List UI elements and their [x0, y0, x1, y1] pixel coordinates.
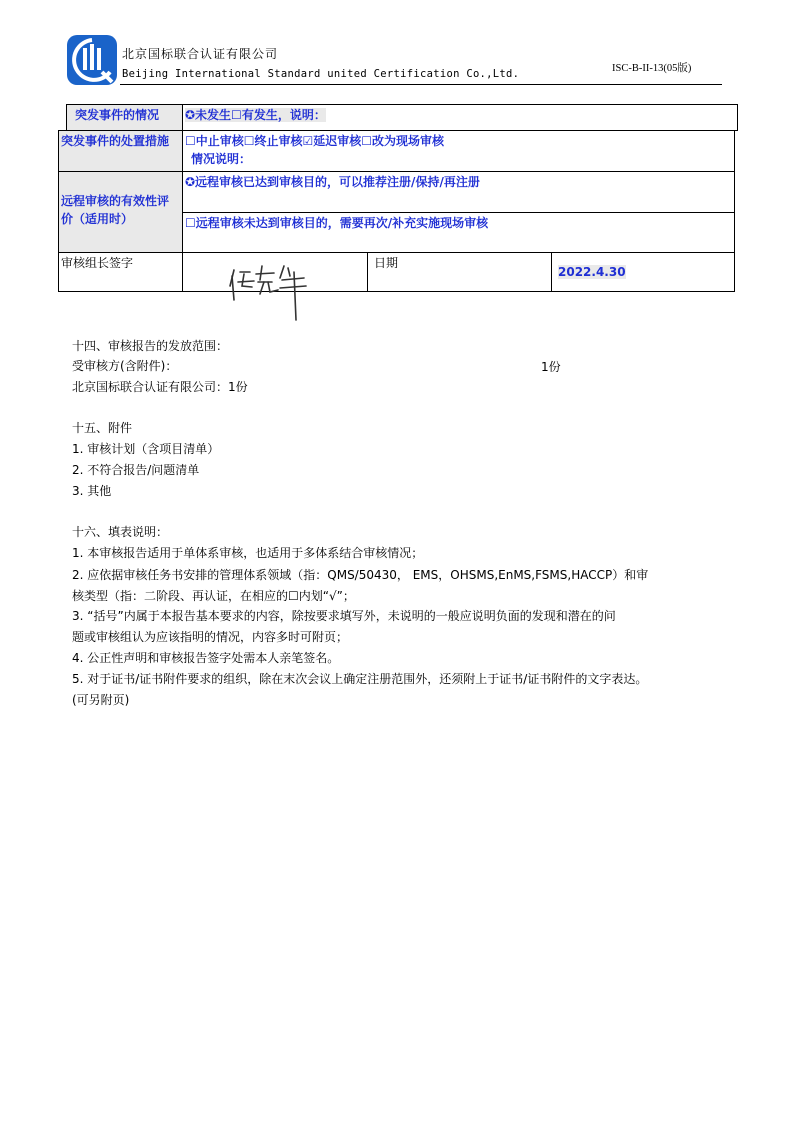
remote-option-1-cell — [182, 171, 735, 213]
emergency-value: ✪未发生☐有发生，说明： — [185, 108, 326, 122]
date-label: 日期 — [374, 256, 399, 270]
remote-option-2-cell — [182, 212, 735, 253]
measures-note: 情况说明： — [191, 152, 252, 166]
section16-line: 5. 对于证书/证书附件要求的组织，除在末次会议上确定注册范围外，还须附上于证书/证书附件的文字表达。 — [72, 672, 648, 686]
company-logo-icon — [66, 34, 118, 86]
date-label-cell — [367, 252, 552, 292]
section14-auditee-copies: 1份 — [541, 360, 561, 374]
date-value-cell — [551, 252, 735, 292]
remote-option-1: ✪远程审核已达到审核目的，可以推荐注册/保持/再注册 — [185, 175, 480, 189]
company-name-cn: 北京国标联合认证有限公司 — [122, 47, 279, 61]
emergency-value-cell — [182, 104, 738, 131]
remote-label-cell — [58, 171, 183, 253]
leader-sig-label-cell — [58, 252, 183, 292]
emergency-label: 突发事件的情况 — [75, 108, 160, 122]
section14-auditee: 受审核方(含附件)： — [72, 359, 178, 373]
section14-isc: 北京国标联合认证有限公司：1份 — [72, 380, 248, 394]
section16-line: 核类型（指：二阶段、再认证，在相应的☐内划“√”； — [72, 589, 355, 603]
measures-options: ☐中止审核☐终止审核☑延迟审核☐改为现场审核 — [185, 134, 445, 148]
section16-title: 十六、填表说明： — [72, 525, 169, 539]
section16-line: (可另附页) — [72, 693, 130, 707]
date-value: 2022.4.30 — [558, 265, 626, 279]
leader-sig-label: 审核组长签字 — [61, 256, 134, 270]
section14-title: 十四、审核报告的发放范围： — [72, 339, 229, 353]
header-divider — [120, 84, 722, 85]
section15-item: 3. 其他 — [72, 484, 112, 498]
section16-line: 4. 公正性声明和审核报告签字处需本人亲笔签名。 — [72, 651, 340, 665]
emergency-label-cell — [66, 104, 183, 131]
remote-option-2: ☐远程审核未达到审核目的，需要再次/补充实施现场审核 — [185, 216, 489, 230]
measures-label: 突发事件的处置措施 — [61, 134, 170, 148]
section16-line: 1. 本审核报告适用于单体系审核，也适用于多体系结合审核情况； — [72, 546, 424, 560]
section16-line: 2. 应依据审核任务书安排的管理体系领域（指：QMS/50430， EMS，OHSMS,EnMS,FSMS,HACCP）和审 — [72, 568, 649, 582]
document-code: ISC-B-II-13(05版) — [612, 63, 692, 74]
measures-label-cell — [58, 130, 183, 172]
handwritten-signature — [226, 260, 316, 322]
section15-item: 1. 审核计划（含项目清单） — [72, 442, 220, 456]
measures-value-cell — [182, 130, 735, 172]
section16-line: 题或审核组认为应该指明的情况，内容多时可附页； — [72, 630, 349, 644]
remote-label: 远程审核的有效性评价（适用时） — [61, 194, 170, 226]
company-name-en: Beijing International Standard united Certification Co.,Ltd. — [122, 68, 520, 80]
section16-line: 3. “括号”内属于本报告基本要求的内容，除按要求填写外，未说明的一般应说明负面的发现和潜在的问 — [72, 609, 616, 623]
section15-title: 十五、附件 — [72, 421, 133, 435]
section15-item: 2. 不符合报告/问题清单 — [72, 463, 200, 477]
